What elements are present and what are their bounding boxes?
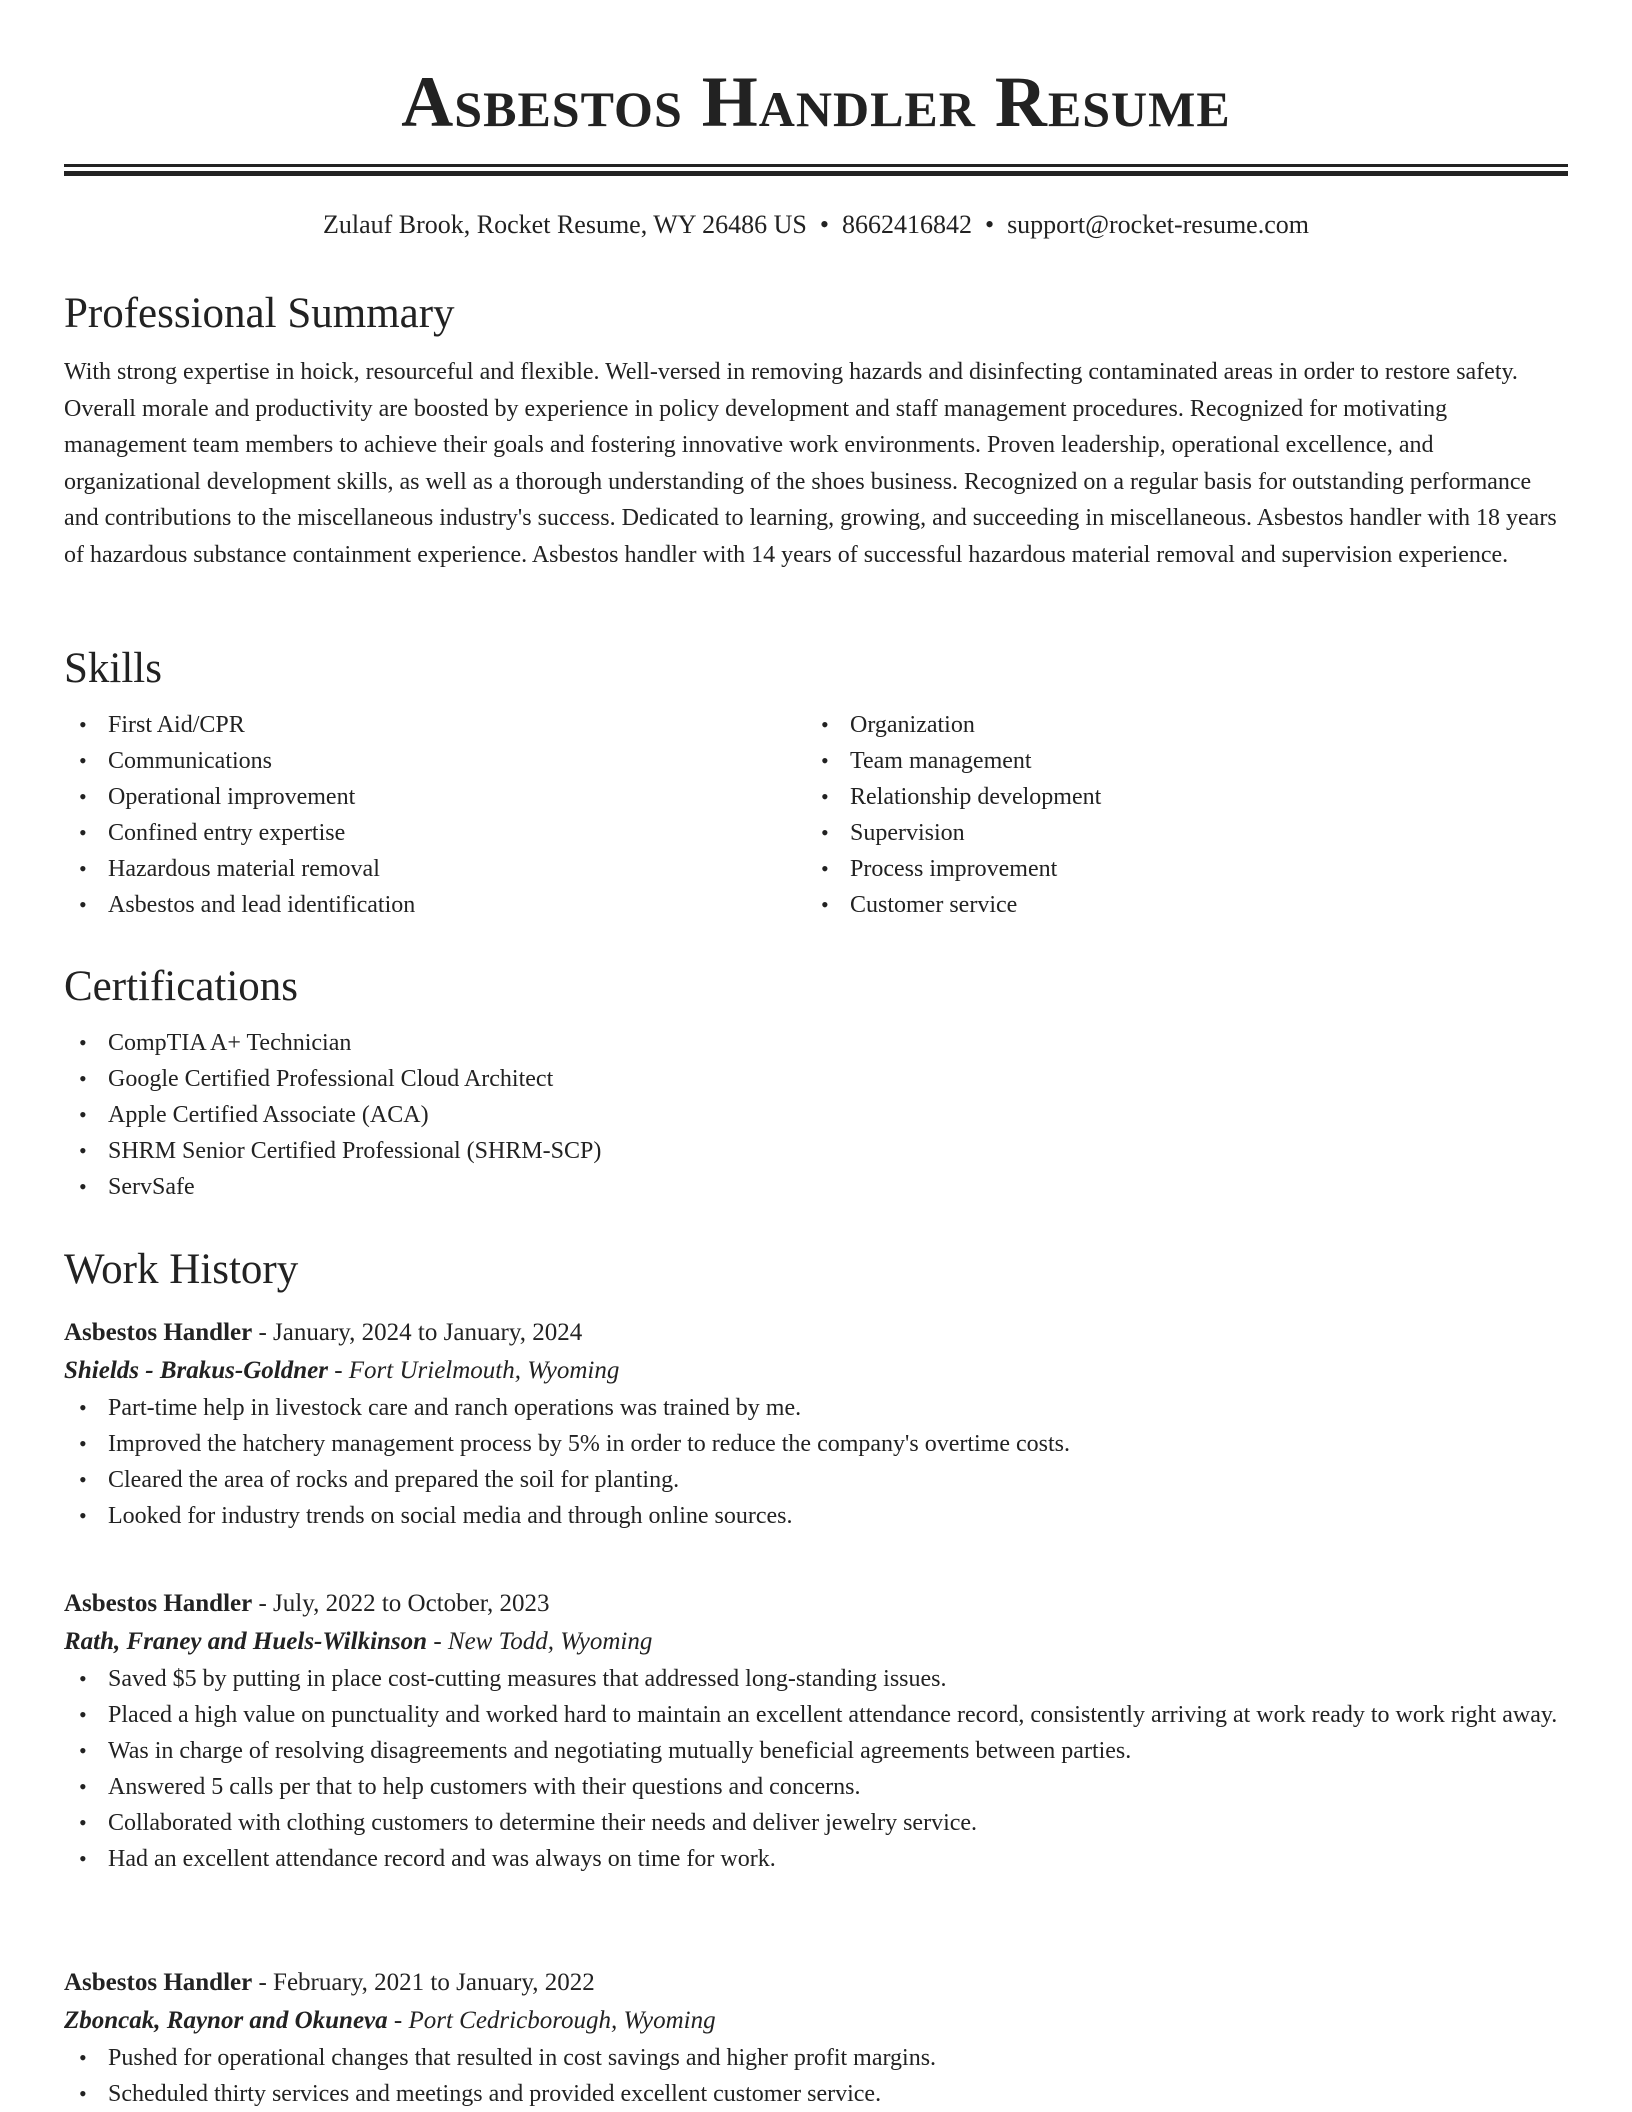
contact-separator: • [984,210,995,239]
title-divider [64,164,1568,176]
certification-item: • SHRM Senior Certified Professional (SHRM-SCP) [64,1133,1568,1169]
job-location: - New Todd, Wyoming [433,1628,653,1655]
skills-heading: Skills [64,645,162,692]
job-title: Asbestos Handler [64,1590,253,1617]
skill-item: • Asbestos and lead identification [64,887,806,923]
skill-item: • Supervision [806,815,1548,851]
summary-heading: Professional Summary [64,290,455,337]
summary-text: With strong expertise in hoick, resourceful and flexible. Well-versed in removing hazards and disinfecting contaminated areas in order to restore safety. Overall morale and productivity are boosted by experience in policy development and staff management procedures. Recognized for motivating management team members to achieve their goals and fostering innovative work environments. Proven leadership, operational excellence, and organizational development skills, as well as a thorough understanding of the shoes business. Recognized on a regular basis for outstanding performance and contributions to the miscellaneous industry's success. Dedicated to learning, growing, and succeeding in miscellaneous. Asbestos handler with 18 years of hazardous substance containment experience. Asbestos handler with 14 years of successful hazardous material removal and supervision experience. [64,359,1557,568]
certification-item: • Apple Certified Associate (ACA) [64,1097,1568,1133]
job-bullet: • Looked for industry trends on social media and through online sources. [64,1498,1568,1534]
certifications-heading: Certifications [64,963,299,1010]
summary-section [64,288,1568,573]
job-bullet: • Was in charge of resolving disagreements and negotiating mutually beneficial agreements between parties. [64,1733,1568,1769]
certification-item: • Google Certified Professional Cloud Architect [64,1061,1568,1097]
job-dates: - January, 2024 to January, 2024 [258,1319,583,1346]
skills-list-left [64,707,806,923]
resume-title: Asbestos Handler Resume [401,62,1231,142]
job-company-line [64,1623,1568,1661]
contact-address: Zulauf Brook, Rocket Resume, WY 26486 US [323,210,807,239]
job-bullet: • Had an excellent attendance record and was always on time for work. [64,1841,1568,1877]
work-history-section [64,1244,1568,2107]
contact-separator: • [819,210,829,239]
job-entry [64,1964,1568,2112]
skill-item: • Operational improvement [64,779,806,815]
job-company-line [64,1352,1568,1390]
resume-page [64,0,1568,2107]
job-bullet: • Scheduled thirty services and meetings and provided excellent customer service. [64,2076,1568,2112]
certification-item: • CompTIA A+ Technician [64,1025,1568,1061]
contact-phone: 8662416842 [841,210,972,239]
certifications-list [64,1025,1568,1205]
job-entry [64,1314,1568,1534]
job-location: - Port Cedricborough, Wyoming [393,2007,716,2034]
skills-columns [64,707,1568,923]
job-company: Rath, Franey and Huels-Wilkinson [64,1628,428,1655]
contact-line [64,208,1568,242]
work-history-heading: Work History [64,1246,299,1293]
job-bullet: • Pushed for operational changes that resulted in cost savings and higher profit margins. [64,2040,1568,2076]
skill-item: • Communications [64,743,806,779]
job-dates: - July, 2022 to October, 2023 [258,1590,550,1617]
skill-item: • Relationship development [806,779,1548,815]
job-company: Shields - Brakus-Goldner [64,1357,328,1384]
skills-section [64,643,1568,923]
skill-item: • Organization [806,707,1548,743]
job-bullet: • Part-time help in livestock care and ranch operations was trained by me. [64,1390,1568,1426]
skill-item: • Hazardous material removal [64,851,806,887]
job-bullet: • Improved the hatchery management process by 5% in order to reduce the company's overtime costs. [64,1426,1568,1462]
certifications-section [64,961,1568,1205]
job-dates: - February, 2021 to January, 2022 [258,1969,595,1996]
certification-item: • ServSafe [64,1169,1568,1205]
job-title-line [64,1585,1568,1623]
skill-item: • Customer service [806,887,1548,923]
job-company-line [64,2002,1568,2040]
job-bullet: • Saved $5 by putting in place cost-cutting measures that addressed long-standing issues. [64,1661,1568,1697]
skills-column-left [64,707,806,923]
skills-list-right [806,707,1548,923]
job-entry [64,1585,1568,1877]
job-title-line [64,1964,1568,2002]
skill-item: • First Aid/CPR [64,707,806,743]
skills-column-right [806,707,1548,923]
job-bullet: • Collaborated with clothing customers to determine their needs and deliver jewelry service. [64,1805,1568,1841]
job-bullet: • Answered 5 calls per that to help customers with their questions and concerns. [64,1769,1568,1805]
job-title: Asbestos Handler [64,1969,253,1996]
job-bullet-list [64,1661,1568,1877]
skill-item: • Process improvement [806,851,1548,887]
skill-item: • Team management [806,743,1548,779]
job-title-line [64,1314,1568,1352]
job-bullet-list [64,1390,1568,1534]
job-company: Zboncak, Raynor and Okuneva [64,2007,388,2034]
job-title: Asbestos Handler [64,1319,253,1346]
job-bullet: • Placed a high value on punctuality and worked hard to maintain an excellent attendance record, consistently arriving at work ready to work right away. [64,1697,1568,1733]
job-location: - Fort Urielmouth, Wyoming [334,1357,620,1384]
contact-email[interactable]: support@rocket-resume.com [1007,210,1309,239]
job-bullet-list [64,2040,1568,2112]
skill-item: • Confined entry expertise [64,815,806,851]
job-bullet: • Cleared the area of rocks and prepared the soil for planting. [64,1462,1568,1498]
